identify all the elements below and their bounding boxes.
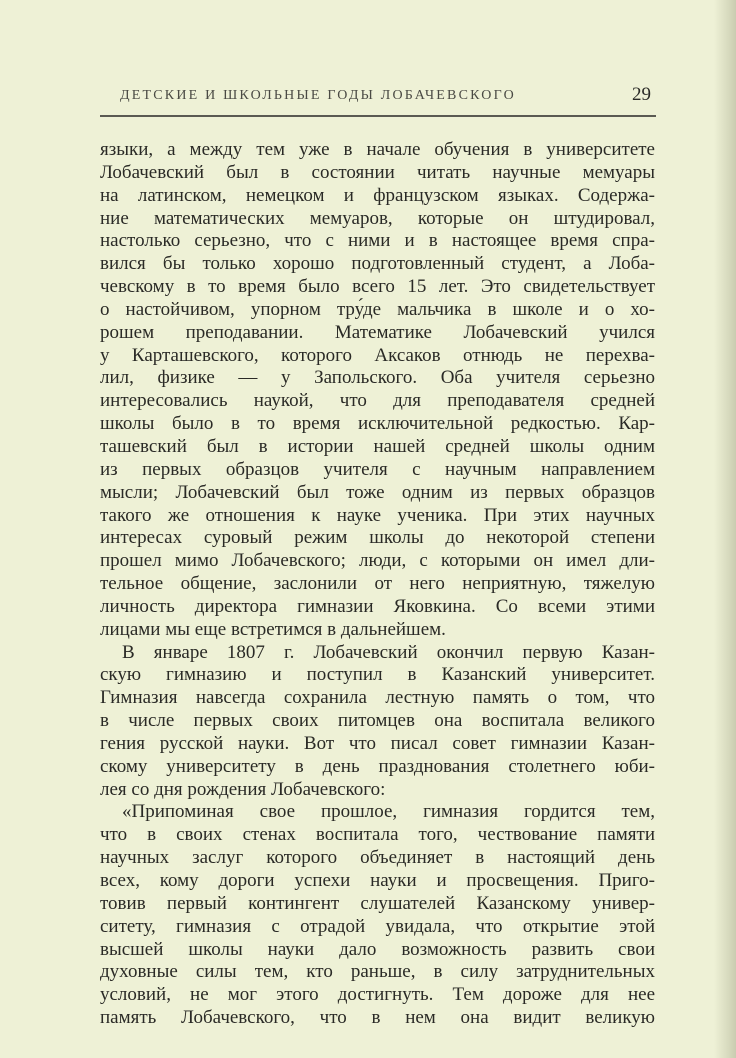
text-line: чевскому в то время было всего 15 лет. Это свидетельствует [100,276,655,298]
text-line: что в своих стенах воспитала того, чествование памяти [100,824,655,846]
text-line: прошел мимо Лобачевского; люди, с которыми он имел дли- [100,550,655,572]
text-line: такого же отношения к науке ученика. При этих научных [100,504,655,526]
text-line: интересах суровый режим школы до некоторой степени [100,527,655,549]
text-line: лея со дня рождения Лобачевского: [100,778,386,800]
text-line: из первых образцов учителя с научным направлением [100,458,655,480]
text-line: Гимназия навсегда сохранила лестную память о том, что [100,687,655,709]
text-line: скому университету в день празднования столетнего юби- [100,755,655,777]
text-line: всех, кому дороги успехи науки и просвещения. Приго- [100,870,655,891]
header-rule [100,115,656,117]
text-line: рошем преподавании. Математике Лобачевский учился [100,321,655,343]
text-line: школы было в то время исключительной редкостью. Кар- [100,413,655,435]
text-line: лицами мы еще встретимся в дальнейшем. [100,618,446,640]
text-line: научных заслуг которого объединяет в настоящий день [100,847,655,869]
text-line: интересовались наукой, что для преподавателя средней [100,390,655,412]
page-edge-shadow [714,0,736,1058]
text-line: ситету, гимназия с отрадой увидала, что открытие этой [100,915,655,937]
text-line: гения русской науки. Вот что писал совет гимназии Казан- [100,732,655,754]
page-number: 29 [632,84,651,105]
page-header [100,84,655,110]
text-line: у Карташевского, которого Аксаков отнюдь не перехва- [100,344,655,366]
text-line: духовные силы тем, кто раньше, в силу затруднительных [100,961,655,983]
text-line: в числе первых своих питомцев она воспитала великого [100,710,655,732]
text-line: память Лобачевского, что в нем она видит великую [100,1007,655,1029]
text-line: тельное общение, заслонили от него неприятную, тяжелую [100,573,655,595]
text-line: В январе 1807 г. Лобачевский окончил первую Казан- [122,641,655,663]
text-line: на латинском, немецком и французском языках. Содержа- [100,184,655,206]
text-line: высшей школы науки дало возможность развить свои [100,938,655,960]
text-line: Лобачевский был в состоянии читать научные мемуары [100,161,655,183]
text-line: мысли; Лобачевский был тоже одним из первых образцов [100,481,655,503]
running-title: ДЕТСКИЕ И ШКОЛЬНЫЕ ГОДЫ ЛОБАЧЕВСКОГО [120,88,516,103]
text-line: «Припоминая свое прошлое, гимназия гордится тем, [122,801,655,823]
text-line: вился бы только хорошо подготовленный студент, а Лоба- [100,253,655,275]
text-line: языки, а между тем уже в начале обучения в университете [100,139,655,160]
text-line: ташевский был в истории нашей средней школы одним [100,435,655,457]
text-line: скую гимназию и поступил в Казанский университет. [100,664,655,686]
text-line: товив первый контингент слушателей Казанскому универ- [100,892,655,914]
text-line: ние математических мемуаров, которые он штудировал, [100,207,655,229]
text-line: лил, физике — у Запольского. Оба учителя серьезно [100,367,655,389]
text-line: условий, не мог этого достигнуть. Тем дороже для нее [100,984,655,1006]
text-line: личность директора гимназии Яковкина. Со всеми этими [100,595,655,617]
text-line: о настойчивом, упорном тру́де мальчика в школе и о хо- [100,298,655,320]
body-text [100,139,655,1030]
text-line: настолько серьезно, что с ними и в настоящее время спра- [100,230,655,252]
